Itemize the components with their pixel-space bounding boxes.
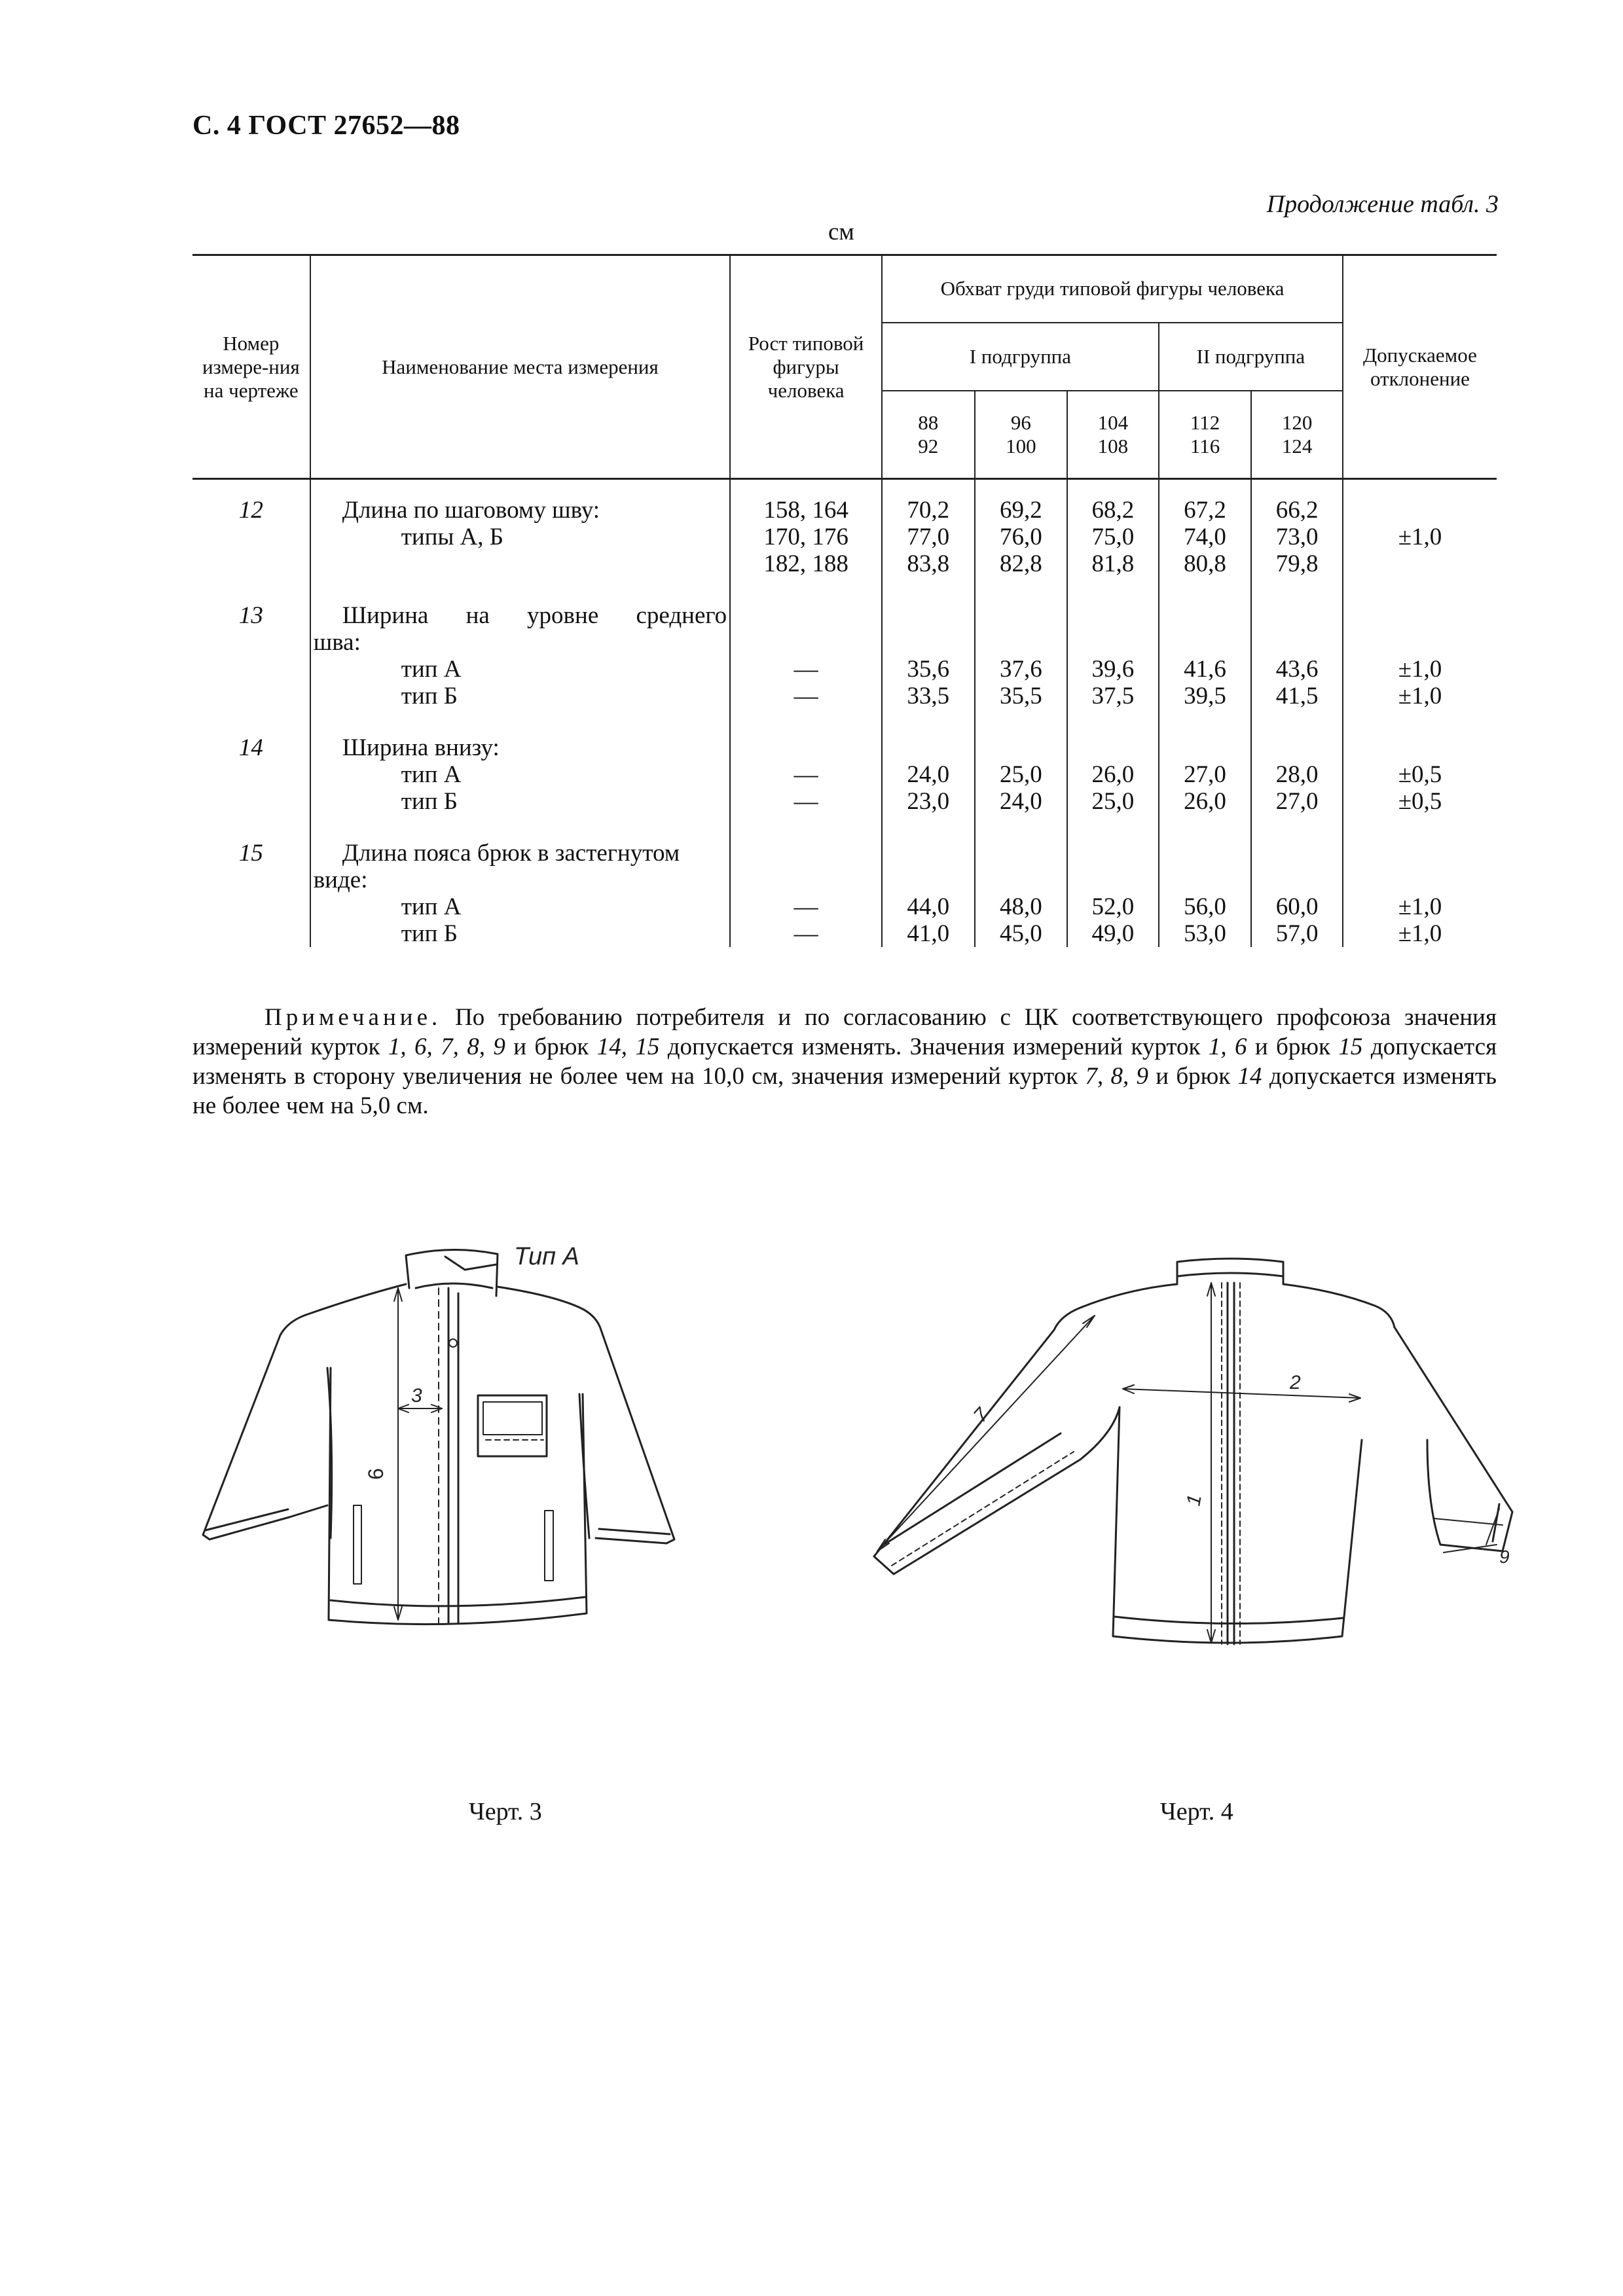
row-value: 52,0 xyxy=(1067,893,1159,920)
chest-size-header: 120 124 xyxy=(1251,391,1343,479)
row-value: 26,0 xyxy=(1159,788,1252,815)
row-value: 37,5 xyxy=(1067,683,1159,709)
table-row xyxy=(192,734,1497,761)
row-value: 41,6 xyxy=(1159,656,1252,683)
row-value: 68,2 75,0 81,8 xyxy=(1067,479,1159,578)
row-value: 27,0 xyxy=(1251,788,1343,815)
col-number-header: Номер измере-ния на чертеже xyxy=(192,255,310,479)
row-name: Ширина внизу: xyxy=(310,734,730,761)
row-value: 44,0 xyxy=(882,893,975,920)
row-tolerance: ±0,5 xyxy=(1343,761,1497,788)
chest-size-header: 96 100 xyxy=(975,391,1068,479)
note-lead: Примечание. xyxy=(264,1004,442,1031)
table-body xyxy=(192,479,1497,948)
row-value: 26,0 xyxy=(1067,761,1159,788)
unit-label: см xyxy=(828,219,854,245)
table-row xyxy=(192,840,1497,893)
row-number: 14 xyxy=(238,734,263,761)
measurements-table xyxy=(192,254,1497,947)
row-value: 25,0 xyxy=(1067,788,1159,815)
row-heights: — xyxy=(730,683,882,709)
row-name: Длина пояса брюк в застегнутом виде: xyxy=(310,840,730,893)
row-tolerance: ±1,0 xyxy=(1343,683,1497,709)
dim-3-label: 3 xyxy=(411,1385,422,1407)
row-value: 60,0 xyxy=(1251,893,1343,920)
row-value: 24,0 xyxy=(975,788,1068,815)
row-type-label: тип Б xyxy=(310,683,730,709)
row-value: 25,0 xyxy=(975,761,1068,788)
table-head xyxy=(192,255,1497,479)
row-tolerance: ±0,5 xyxy=(1343,788,1497,815)
table-row xyxy=(192,683,1497,709)
row-number: 12 xyxy=(238,497,263,524)
row-value: 41,0 xyxy=(882,920,975,947)
row-heights: 158, 164 170, 176 182, 188 xyxy=(730,479,882,578)
row-value: 23,0 xyxy=(882,788,975,815)
table-row xyxy=(192,602,1497,656)
page-header: С. 4 ГОСТ 27652—88 xyxy=(192,111,460,141)
chest-size-header: 112 116 xyxy=(1159,391,1252,479)
row-type-label: тип Б xyxy=(310,920,730,947)
figure-3-caption: Черт. 3 xyxy=(469,1798,542,1825)
chest-size-header: 104 108 xyxy=(1067,391,1159,479)
col-chest-header: Обхват груди типовой фигуры человека xyxy=(882,255,1343,323)
row-value: 39,5 xyxy=(1159,683,1252,709)
row-number: 13 xyxy=(238,602,263,629)
row-tolerance: ±1,0 xyxy=(1343,920,1497,947)
row-type-label: тип А xyxy=(310,656,730,683)
row-value: 66,2 73,0 79,8 xyxy=(1251,479,1343,578)
col-name-header: Наименование места измерения xyxy=(310,255,730,479)
row-name: Длина по шаговому шву: типы А, Б xyxy=(310,479,730,578)
row-tolerance: ±1,0 xyxy=(1343,656,1497,683)
row-value: 67,2 74,0 80,8 xyxy=(1159,479,1252,578)
row-value: 24,0 xyxy=(882,761,975,788)
subgroup-2-header: II подгруппа xyxy=(1159,323,1343,391)
row-value: 49,0 xyxy=(1067,920,1159,947)
row-tolerance: ±1,0 xyxy=(1343,893,1497,920)
row-value: 27,0 xyxy=(1159,761,1252,788)
row-number: 15 xyxy=(238,840,263,867)
dim-1-label: 1 xyxy=(1182,1493,1206,1508)
table-row xyxy=(192,788,1497,815)
chest-size-header: 88 92 xyxy=(882,391,975,479)
table-continuation-label: Продолжение табл. 3 xyxy=(1266,190,1499,218)
row-value: 39,6 xyxy=(1067,656,1159,683)
col-height-header: Рост типовой фигуры человека xyxy=(730,255,882,479)
row-value: 43,6 xyxy=(1251,656,1343,683)
row-tolerance: ±1,0 xyxy=(1343,479,1497,578)
table-row xyxy=(192,893,1497,920)
type-a-label: Тип А xyxy=(514,1243,579,1270)
row-value: 45,0 xyxy=(975,920,1068,947)
dim-2-label: 2 xyxy=(1290,1372,1301,1393)
table-note: Примечание. По требованию потребителя и по согласованию с ЦК соответствующего профсоюза значения измерений курток 1, 6, 7, 8, 9 и брюк 14, 15 допускается изменять. Значения измерений курток 1, 6 и брюк 15 допускается изменять в сторону увеличения не более чем на 10,0 см, значения измерений курток 7, 8, 9 и брюк 14 допускается изменять не более чем на 5,0 см. xyxy=(192,1004,1497,1119)
figure-4-caption: Черт. 4 xyxy=(1160,1798,1233,1825)
col-tolerance-header: Допускаемое отклонение xyxy=(1343,255,1497,479)
row-heights: — xyxy=(730,656,882,683)
dim-7-label: 7 xyxy=(969,1404,993,1427)
row-value: 56,0 xyxy=(1159,893,1252,920)
table-row xyxy=(192,920,1497,947)
row-type-label: тип А xyxy=(310,893,730,920)
row-value: 28,0 xyxy=(1251,761,1343,788)
row-heights: — xyxy=(730,788,882,815)
row-value: 35,5 xyxy=(975,683,1068,709)
table-row xyxy=(192,761,1497,788)
table-row xyxy=(192,656,1497,683)
subgroup-1-header: I подгруппа xyxy=(882,323,1159,391)
row-value: 41,5 xyxy=(1251,683,1343,709)
row-value: 33,5 xyxy=(882,683,975,709)
row-value: 70,2 77,0 83,8 xyxy=(882,479,975,578)
table-row xyxy=(192,479,1497,578)
row-value: 48,0 xyxy=(975,893,1068,920)
row-heights: — xyxy=(730,920,882,947)
row-type-label: тип А xyxy=(310,761,730,788)
figure-jacket-back xyxy=(864,1244,1519,1715)
row-value: 35,6 xyxy=(882,656,975,683)
row-value: 53,0 xyxy=(1159,920,1252,947)
dim-6-label: 6 xyxy=(364,1468,388,1480)
row-heights: — xyxy=(730,761,882,788)
row-heights: — xyxy=(730,893,882,920)
row-value: 57,0 xyxy=(1251,920,1343,947)
row-value: 37,6 xyxy=(975,656,1068,683)
row-name: Ширина на уровне среднего шва: xyxy=(310,602,730,656)
figure-jacket-front xyxy=(190,1230,818,1741)
row-type-label: тип Б xyxy=(310,788,730,815)
dim-9-label: 9 xyxy=(1499,1547,1510,1567)
row-value: 69,2 76,0 82,8 xyxy=(975,479,1068,578)
